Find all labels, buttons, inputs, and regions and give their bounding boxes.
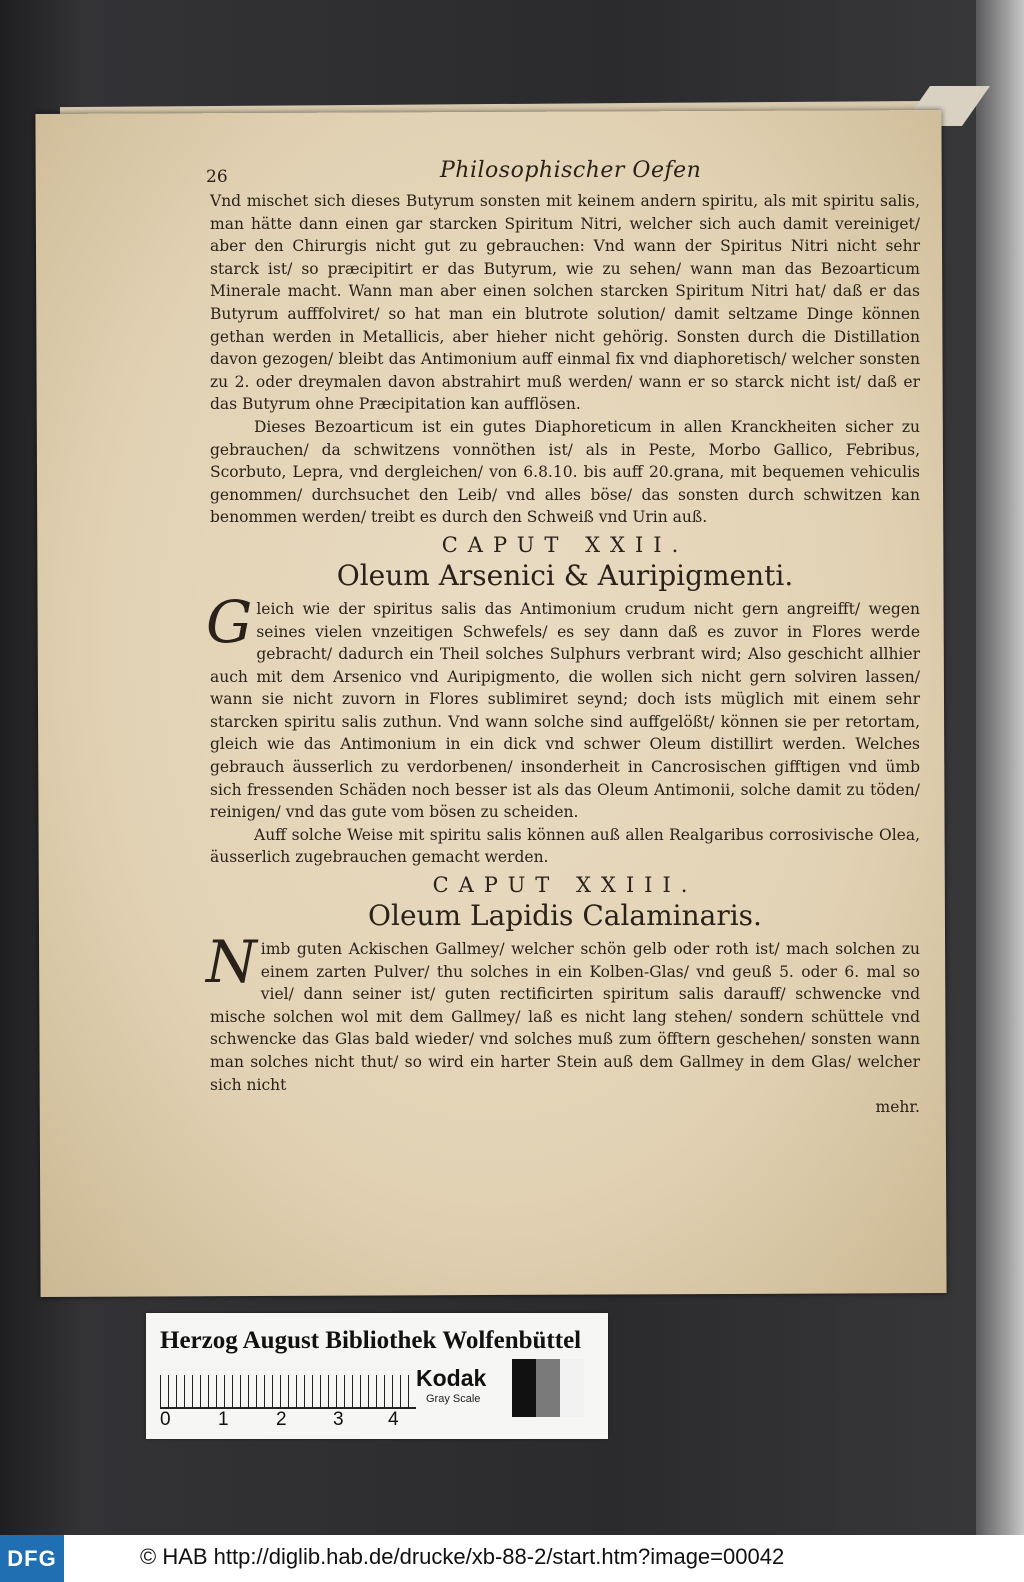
- gray-scale-label: Gray Scale: [426, 1393, 481, 1405]
- color-card: [146, 1313, 608, 1439]
- chapter-23-title: Oleum Lapidis Calaminaris.: [368, 899, 762, 933]
- chapter-22-paragraph-text: leich wie der spiritus salis das Antimonium crudum nicht gern angreifft/ wegen seines vielen vnzeitigen Schwefels/ es sey dann daß es zuvor in Flores werde gebracht/ dadurch ein Theil solches Sulphurs verbrant wird; Also geschicht allhier auch mit dem Arsenico vnd Auripigmento, die wollen sich nicht gern solviren lassen/ wann sie nicht zuvorn in Flores sublimiret seynd; doch ists müglich mit einem sehr starcken spiritu salis zuthun. Vnd wann solche sind auffgelößt/ können sie per retortam, gleich wie das Antimonium in ein dick vnd schwer Oleum distillirt werden. Welches gebrauch äusserlich zu verdorbenen/ insonderheit in Cancrosischen gifftigen vnd ümb sich fressenden Schäden noch besser ist als das Oleum Antimonii, solche damit zu töden/ reinigen/ vnd das gute vom bösen zu scheiden.: [210, 599, 920, 822]
- footer-bar: [0, 1535, 1024, 1582]
- gray-swatch-mid: [536, 1359, 560, 1417]
- institution-name: Herzog August Bibliothek Wolfenbüttel: [160, 1327, 582, 1354]
- paragraph-butyrum: Vnd mischet sich dieses Butyrum sonsten mit keinem andern spiritu, als mit spiritu salis, man hätte dann einen gar starcken Spiritum Nitri, welcher sich auch damit vereiniget/ aber den Chirurgis nicht gut zu gebrauchen: Vnd wann der Spiritus Nitri nicht sehr starck ist/ so præcipitirt er das Butyrum, wie zu sehen/ wann man das Bezoarticum Minerale macht. Wann man aber einen solchen starcken Spiritum Nitri hat/ daß er das Butyrum aufffolviret/ so hat man ein blutrote solution/ damit seltzame Dinge können gethan werden in Metallicis, aber hieher nicht gehörig. Sonsten durch die Distillation davon gezogen/ bleibt das Antimonium auff einmal fix vnd diaphoretisch/ welcher sonsten zu 2. oder dreymalen davon abstrahirt muß werden/ wann er so starck nicht ist/ daß er das Butyrum ohne Præcipitation kan aufflösen.: [210, 192, 920, 414]
- running-head: Philosophischer Oefen: [440, 158, 702, 183]
- ruler-number: 1: [218, 1409, 229, 1430]
- dfg-logo: DFG: [0, 1535, 64, 1582]
- chapter-22-paragraph: [206, 587, 920, 824]
- ruler-number: 3: [333, 1409, 344, 1430]
- page-text: [206, 158, 920, 1119]
- ruler-number: 2: [276, 1409, 287, 1430]
- scan-fold-right: [976, 0, 1024, 1535]
- chapter-23-heading: CAPUT XXIII.: [432, 873, 698, 898]
- ruler-number: 0: [160, 1409, 171, 1430]
- gray-swatch-black: [512, 1359, 536, 1417]
- chapter-23-paragraph: [206, 928, 920, 1096]
- chapter-22-paragraph-2: Auff solche Weise mit spiritu salis können auß allen Realgaribus corrosivische Olea, äusserlich zugebrauchen gemacht werden.: [210, 825, 920, 867]
- gray-swatch-white: [560, 1359, 584, 1417]
- chapter-22-title: Oleum Arsenici & Auripigmenti.: [336, 558, 794, 592]
- dropcap-n: N: [206, 928, 257, 997]
- chapter-22-heading: CAPUT XXII.: [441, 532, 689, 557]
- ruler-number: 4: [388, 1409, 399, 1430]
- ruler-numbers: [156, 1409, 416, 1431]
- dropcap-g: G: [206, 587, 253, 656]
- chapter-23-paragraph-text: imb guten Ackischen Gallmey/ welcher schön gelb oder roth ist/ mach solchen zu einem zarten Pulver/ thu solches in ein Kolben-Glas/ vnd geuß 5. oder 6. mal so viel/ dann seiner ist/ guten rectificirten spiritum salis darauff/ schwencke vnd mische solchen wol mit dem Gallmey/ laß es nicht lang stehen/ sondern schüttele vnd schwencke das Glas bald wieder/ vnd solches muß zum öfftern geschehen/ sonsten wann man solches nicht thut/ so wird ein harter Stein auß dem Gallmey in dem Glas/ welcher sich nicht: [210, 940, 920, 1094]
- page-header: [206, 158, 920, 190]
- copyright-link[interactable]: © HAB http://diglib.hab.de/drucke/xb-88-2/start.htm?image=00042: [140, 1544, 785, 1569]
- page-number: 26: [206, 167, 228, 187]
- ruler-scale: [160, 1375, 416, 1409]
- catchword: mehr.: [875, 1098, 920, 1117]
- paragraph-bezoarticum: Dieses Bezoarticum ist ein gutes Diaphoreticum in allen Kranckheiten sicher zu gebrauchen/ da schwitzens vonnöthen ist/ als in Peste, Morbo Gallico, Febribus, Scorbuto, Lepra, vnd dergleichen/ von 6.8.10. bis auff 20.grana, mit bequemen vehiculis genommen/ durchsuchet den Leib/ vnd alles böse/ das sonsten durch schwitzen kan benommen werden/ treibt es durch den Schweiß vnd Urin auß.: [210, 417, 920, 527]
- kodak-logo: Kodak: [416, 1365, 487, 1391]
